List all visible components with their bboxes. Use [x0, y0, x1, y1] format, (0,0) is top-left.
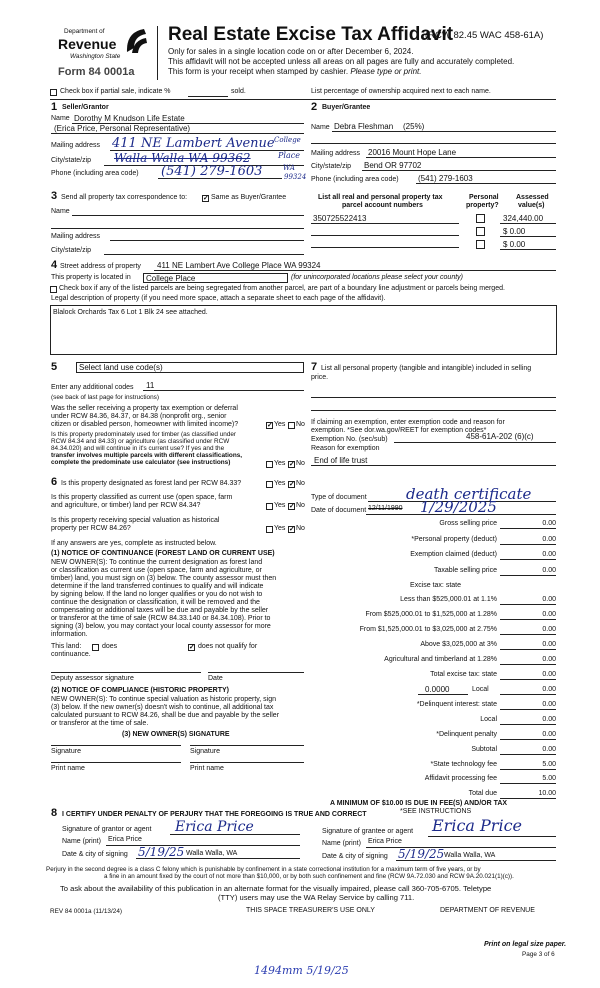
grantor-sig-label: Signature of grantor or agent — [62, 826, 152, 833]
grantor-date[interactable]: 5/19/25 — [138, 845, 185, 859]
field-line — [311, 397, 556, 398]
q1-line3: citizen or disabled person, homeowner with limited income)? — [51, 421, 239, 428]
seller-zip-note: 99324 — [284, 173, 307, 181]
tax-row-value[interactable]: 0.00 — [542, 701, 556, 708]
field-line — [500, 236, 556, 237]
field-line — [136, 858, 300, 859]
q2-line3: 84.34.020) and will continue in it's current use? If yes and the — [51, 445, 225, 452]
exemption-reason[interactable]: End of life trust — [314, 456, 368, 465]
header-sub2: This affidavit will not be accepted unless all areas on all pages are fully and accurately completed. — [168, 57, 515, 66]
dept-line1: Department of — [64, 28, 105, 35]
parcel-number[interactable]: 350725522413 — [313, 214, 367, 223]
sec3-heading: Send all property tax correspondence to: — [61, 194, 188, 201]
field-line — [428, 836, 556, 837]
tax-row-label: From $525,000.01 to $1,525,000 at 1.28% — [365, 611, 497, 618]
does-not-qualify-checkbox[interactable]: ✓ — [189, 644, 195, 651]
tax-row-label: Less than $525,000.01 at 1.1% — [400, 596, 497, 603]
legal-description: Blalock Orchards Tax 6 Lot 1 Blk 24 see attached. — [53, 309, 208, 316]
this-land-label: This land: — [51, 643, 82, 650]
minimum-due: A MINIMUM OF $10.00 IS DUE IN FEE(S) AND/OR TAX — [330, 800, 508, 807]
doc-date-typed: 12/11/1990 — [368, 505, 403, 512]
historic-yes-checkbox[interactable] — [266, 526, 273, 533]
exemption-instr-2: exemption. *See dor.wa.gov/REET for exemption codes* — [311, 427, 487, 434]
field-line — [394, 442, 556, 443]
buyer-phone[interactable]: (541) 279-1603 — [418, 174, 473, 183]
dept-footer: DEPARTMENT OF REVENUE — [440, 907, 535, 914]
print-name-label: Print name — [190, 765, 224, 772]
dor-logo-icon — [124, 26, 148, 54]
field-line — [500, 724, 556, 725]
property-street[interactable]: 411 NE Lambert Ave College Place WA 99324 — [157, 261, 321, 270]
field-line — [158, 178, 282, 179]
yes-label: Yes — [274, 460, 286, 467]
tax-row-value[interactable]: 10.00 — [538, 790, 556, 797]
sec3-name-label: Name — [51, 208, 70, 215]
field-line — [366, 514, 556, 515]
buyer-city-label: City/state/zip — [311, 163, 352, 170]
buyer-name[interactable]: Debra Fleshman — [334, 122, 394, 131]
yes-label: Yes — [274, 421, 286, 428]
notice1-line: or transferor at the time of sale (RCW 84.33.140 or 84.34.108). Prior to — [51, 615, 271, 622]
q2-line2: RCW 84.34 and 84.33) or agriculture (as classified under RCW — [51, 438, 230, 445]
sec3-city-label: City/state/zip — [51, 247, 92, 254]
sec3-mail-label: Mailing address — [51, 233, 101, 240]
doc-date[interactable]: 1/29/2025 — [420, 498, 497, 516]
field-line — [500, 798, 556, 799]
tax-row-label: Agricultural and timberland at 1.28% — [384, 656, 497, 663]
tax-row-label: *State technology fee — [430, 761, 497, 768]
buyer-mail[interactable]: 20016 Mount Hope Lane — [368, 148, 457, 157]
seller-mail[interactable]: 411 NE Lambert Avenue — [112, 136, 275, 151]
field-line — [500, 754, 556, 755]
sec6-q3-line1: Is this property receiving special valuation as historical — [51, 517, 220, 524]
field-line — [311, 143, 556, 144]
tax-row-value[interactable]: 0.00 — [542, 626, 556, 633]
assessed-col-header: Assessed — [516, 194, 549, 201]
field-line — [366, 157, 556, 158]
personal-col-header: Personal — [469, 194, 499, 201]
reason-label: Reason for exemption — [311, 445, 380, 452]
q1-yes-checkbox[interactable]: ✓ — [267, 422, 273, 429]
doc-type-label: Type of document — [311, 494, 367, 501]
field-line — [104, 254, 304, 255]
notice1-line: timber) land, you must sign on (3) below. The county assessor must then — [51, 575, 277, 582]
notice2-line: (3) below. If the new owner(s) doesn't wish to continue, all additional tax — [51, 704, 274, 711]
section-8-number: 8 — [51, 807, 58, 819]
grantee-date-label: Date & city of signing — [322, 853, 388, 860]
see-instructions: *SEE INSTRUCTIONS — [400, 808, 472, 815]
dept-line2: Revenue — [58, 36, 117, 52]
tax-row-value[interactable]: 0.00 — [542, 536, 556, 543]
assessed-value-1[interactable]: 324,440.00 — [503, 214, 544, 223]
does-qualify-checkbox[interactable] — [92, 644, 99, 651]
grantee-name-print[interactable]: Erica Price — [368, 838, 402, 845]
location-select[interactable] — [143, 273, 288, 283]
notice1-line: continue the designation or classification, it will be removed and the — [51, 599, 260, 606]
q2-line5: complete the predominate use calculator (see instructions) — [51, 459, 231, 466]
field-line — [416, 183, 556, 184]
exemption-no-label: Exemption No. (sec/sub) — [311, 436, 388, 443]
does-label: does — [102, 643, 118, 650]
q2-line1: Is this property predominately used for timber (as classified under — [51, 431, 237, 438]
field-line — [311, 223, 459, 224]
personal-checkbox-3[interactable] — [476, 240, 485, 249]
field-line — [418, 694, 468, 695]
form-number: Form 84 0001a — [58, 66, 135, 78]
tax-row-label: Local — [480, 716, 497, 723]
tax-row-label: Affidavit processing fee — [424, 775, 497, 782]
field-line — [72, 215, 304, 216]
print-name-label: Print name — [51, 765, 85, 772]
tax-row-value[interactable]: 0.00 — [542, 746, 556, 753]
field-line — [311, 235, 459, 236]
seller-mail-label: Mailing address — [51, 142, 101, 149]
sec6-q3-line2: property per RCW 84.26? — [51, 525, 131, 532]
tax-row-value[interactable]: 0.00 — [542, 567, 556, 574]
tax-row-label: Taxable selling price — [433, 567, 497, 574]
land-use-select-label: Select land use code(s) — [79, 363, 163, 372]
notice1-line: by signing below. If the land no longer qualifies or you do not wish to — [51, 591, 263, 598]
field-line — [51, 672, 201, 673]
section-5-number: 5 — [51, 361, 58, 373]
notice2-heading: (2) NOTICE OF COMPLIANCE (HISTORIC PROPERTY) — [51, 687, 229, 694]
notice1-line: NEW OWNER(S): To continue the current designation as forest land — [51, 559, 263, 566]
field-line — [51, 133, 304, 134]
personal-prop-label: List all personal property (tangible and intangible) included in selling — [321, 365, 532, 372]
tax-row-value[interactable]: 0.00 — [542, 520, 556, 527]
deputy-date-label: Date — [208, 675, 223, 682]
grantee-city[interactable]: Walla Walla, WA — [444, 852, 496, 859]
partial-sale-checkbox[interactable] — [50, 89, 57, 96]
handwritten-note: 1494mm 5/19/25 — [254, 964, 349, 977]
yes-label: Yes — [274, 525, 286, 532]
section-4-number: 4 — [51, 259, 58, 271]
field-line — [500, 769, 556, 770]
certify-statement: I CERTIFY UNDER PENALTY OF PERJURY THAT THE FOREGOING IS TRUE AND CORRECT — [62, 811, 367, 818]
section-1-number: 1 — [51, 101, 58, 113]
tax-row-value[interactable]: 0.00 — [542, 551, 556, 558]
located-label: This property is located in — [51, 274, 131, 281]
tax-row-label: Total excise tax: state — [430, 671, 497, 678]
doc-date-label: Date of document — [311, 507, 367, 514]
field-line — [170, 834, 300, 835]
field-line — [500, 249, 556, 250]
form-rcw: (RCW 82.45 WAC 458-61A) — [425, 30, 544, 41]
field-line — [190, 762, 304, 763]
field-line — [500, 709, 556, 710]
tax-row-label: Excise tax: state — [410, 582, 461, 589]
tax-row-value[interactable]: 0.00 — [542, 731, 556, 738]
alt-format-1: To ask about the availability of this publication in an alternate format for the visually impaired, please call 360-705-6705. Teletype — [60, 884, 492, 893]
grantee-signature[interactable]: Erica Price — [432, 816, 522, 835]
field-line — [500, 604, 556, 605]
tax-row-label: Total due — [468, 790, 497, 797]
notice1-line: compensating or additional taxes will be due and payable by the seller — [51, 607, 269, 614]
buyer-name-label: Name — [311, 124, 330, 131]
dept-line3: Washington State — [70, 53, 121, 60]
seller-city[interactable]: Walla Walla WA 99362 — [114, 151, 251, 165]
parcel-col-header: List all real and personal property tax — [318, 194, 443, 201]
location-value: College Place — [146, 274, 196, 283]
sec6-q1: Is this property designated as forest land per RCW 84.33? — [61, 480, 242, 487]
header-sub3: This form is your receipt when stamped by cashier. Please type or print. — [168, 67, 422, 76]
field-line — [311, 465, 556, 466]
tax-row-label: Local — [472, 686, 489, 693]
header-divider — [157, 26, 158, 80]
field-line — [362, 170, 556, 171]
field-line — [311, 247, 459, 248]
assessed-col-header-2: value(s) — [518, 202, 545, 209]
segregation-label: Check box if any of the listed parcels are being segregated from another parcel, are part of a boundary line adjustment or parcels being merged. — [59, 285, 505, 292]
segregation-checkbox[interactable] — [50, 286, 57, 293]
continuance-label: continuance. — [51, 651, 91, 658]
form-title: Real Estate Excise Tax Affidavit — [168, 24, 454, 45]
header-sub1: Only for sales in a single location code on or after December 6, 2024. — [168, 47, 414, 56]
field-line — [51, 745, 181, 746]
section-3-number: 3 — [51, 190, 58, 202]
grantor-name-print[interactable]: Erica Price — [108, 836, 142, 843]
tax-row-value[interactable]: 0.00 — [542, 716, 556, 723]
tax-row-value[interactable]: 0.00 — [542, 671, 556, 678]
field-line — [500, 649, 556, 650]
buyer-mail-label: Mailing address — [311, 150, 361, 157]
legal-paper-note: Print on legal size paper. — [484, 941, 567, 948]
field-line — [110, 240, 304, 241]
tax-row-value[interactable]: 0.00 — [542, 656, 556, 663]
field-line — [106, 845, 300, 846]
q2-line4: transfer involves multiple parcels with different classifications, — [51, 452, 243, 459]
current-use-no-checkbox[interactable]: ✓ — [289, 503, 295, 510]
perjury-notice-2: a fine in an amount fixed by the court of not more than $10,000, or by both such confinement and fine (RCW 9A.72.030 and RCW 9A.20.021(1)(c)). — [104, 873, 514, 880]
perjury-notice-1: Perjury in the second degree is a class C felony which is punishable by confinement in a state correctional institution for a maximum term of five years, or by — [46, 866, 481, 873]
yes-label: Yes — [274, 502, 286, 509]
field-line — [208, 672, 304, 673]
tax-row-label: From $1,525,000.01 to $3,025,000 at 2.75% — [359, 626, 497, 633]
notice1-heading: (1) NOTICE OF CONTINUANCE (FOREST LAND OR CURRENT USE) — [51, 550, 275, 557]
no-label: No — [296, 502, 305, 509]
divider — [50, 99, 556, 100]
notice1-line: determine if the land transferred continues to qualify and will indicate — [51, 583, 264, 590]
field-line — [143, 390, 304, 391]
same-as-buyer-label: Same as Buyer/Grantee — [211, 194, 287, 201]
grantee-name-label: Name (print) — [322, 840, 361, 847]
field-line — [396, 860, 556, 861]
notice2-line: calculated pursuant to RCW 84.26, shall be due and payable by the seller — [51, 712, 280, 719]
buyer-heading: Buyer/Grantee — [322, 104, 371, 111]
rev-number: REV 84 0001a (11/13/24) — [50, 908, 123, 915]
section-7-number: 7 — [311, 361, 318, 373]
add-codes-value[interactable]: 11 — [146, 381, 155, 390]
tax-row-label: Subtotal — [471, 746, 497, 753]
tax-row-value[interactable]: 0.00 — [542, 596, 556, 603]
partial-pct-line[interactable] — [188, 96, 228, 97]
tax-row-label: *Personal property (deduct) — [411, 536, 497, 543]
grantee-sig-label: Signature of grantee or agent — [322, 828, 414, 835]
seller-phone[interactable]: (541) 279-1603 — [161, 164, 263, 179]
grantor-city[interactable]: Walla Walla, WA — [186, 850, 238, 857]
grantor-signature[interactable]: Erica Price — [175, 819, 254, 835]
field-line — [500, 544, 556, 545]
buyer-phone-label: Phone (including area code) — [311, 176, 399, 183]
list-pct-label: List percentage of ownership acquired next to each name. — [311, 88, 491, 95]
located-hint: (for unincorporated locations please select your county) — [291, 274, 463, 281]
field-line — [51, 228, 304, 229]
treasurer-use: THIS SPACE TREASURER'S USE ONLY — [246, 907, 375, 914]
q1-line2: under RCW 84.36, 84.37, or 84.38 (nonprofit org., senior — [51, 413, 227, 420]
seller-heading: Seller/Grantor — [62, 104, 109, 111]
grantor-name-label: Name (print) — [62, 838, 101, 845]
tax-row-label: Gross selling price — [439, 520, 497, 527]
tax-row-value[interactable]: 5.00 — [542, 775, 556, 782]
sec6-q2-line2: and agriculture, or timber) land per RCW 84.34? — [51, 502, 201, 509]
personal-prop-label-2: price. — [311, 374, 329, 381]
signature-label: Signature — [190, 748, 220, 755]
field-line — [311, 410, 556, 411]
seller-city-note: Place — [278, 151, 300, 160]
field-line — [154, 270, 556, 271]
land-use-select[interactable] — [76, 362, 304, 373]
seller-name-label: Name — [51, 115, 70, 122]
field-line — [500, 575, 556, 576]
add-codes-label: Enter any additional codes — [51, 384, 134, 391]
see-back-label: (see back of last page for instructions) — [51, 394, 159, 401]
seller-city-note2: WA — [283, 164, 295, 172]
page-number: Page 3 of 6 — [522, 951, 555, 958]
field-line — [500, 694, 556, 695]
tax-row-value[interactable]: 0.00 — [542, 641, 556, 648]
section-6-number: 6 — [51, 476, 58, 488]
tax-row-label: *Delinquent penalty — [436, 731, 497, 738]
field-line — [500, 528, 556, 529]
field-line — [332, 131, 556, 132]
yes-label: Yes — [274, 480, 286, 487]
buyer-pct[interactable]: (25%) — [403, 122, 425, 131]
no-label: No — [296, 525, 305, 532]
field-line — [500, 223, 556, 224]
parcel-col-header-2: parcel account numbers — [342, 202, 423, 209]
personal-checkbox-2[interactable] — [476, 227, 485, 236]
tax-row-value[interactable]: 0.00 — [542, 686, 556, 693]
personal-col-header-2: property? — [466, 202, 499, 209]
historic-no-checkbox[interactable]: ✓ — [289, 526, 295, 533]
field-line — [500, 559, 556, 560]
q2-no-checkbox[interactable]: ✓ — [289, 461, 295, 468]
notice2-line: or transferor at the time of sale. — [51, 720, 149, 727]
forest-no-checkbox[interactable]: ✓ — [289, 481, 295, 488]
field-line — [51, 762, 181, 763]
notice2-line: NEW OWNER(S): To continue special valuation as historic property, sign — [51, 696, 276, 703]
notice1-line: signing (3) below, you may contact your local county assessor for more — [51, 623, 271, 630]
same-as-buyer-checkbox[interactable]: ✓ — [203, 195, 209, 202]
tax-row-value[interactable]: 0.00 — [542, 611, 556, 618]
field-line — [366, 847, 556, 848]
no-label: No — [296, 480, 305, 487]
field-line — [500, 739, 556, 740]
legal-desc-label: Legal description of property (if you need more space, attach a separate sheet to each page of the affidavit). — [51, 295, 386, 302]
personal-checkbox-1[interactable] — [476, 214, 485, 223]
q1-line1: Was the seller receiving a property tax exemption or deferral — [51, 405, 238, 412]
field-line — [500, 634, 556, 635]
legal-description-box[interactable] — [50, 305, 557, 355]
alt-format-2: (TTY) users may use the WA Relay Service by calling 711. — [218, 893, 415, 902]
assessed-value-2[interactable]: $ 0.00 — [503, 227, 526, 236]
tax-row-label: *Delinquent interest: state — [416, 701, 497, 708]
forest-yes-checkbox[interactable] — [266, 481, 273, 488]
current-use-yes-checkbox[interactable] — [266, 503, 273, 510]
if-any-yes: If any answers are yes, complete as instructed below. — [51, 540, 217, 547]
notice3-heading: (3) NEW OWNER(S) SIGNATURE — [122, 731, 230, 738]
buyer-city[interactable]: Bend OR 97702 — [364, 161, 422, 170]
exemption-no[interactable]: 458-61A-202 (6)(c) — [466, 432, 534, 441]
seller-city-label: City/state/zip — [51, 157, 92, 164]
seller-name-2[interactable]: (Erica Price, Personal Representative) — [54, 124, 191, 133]
field-line — [500, 783, 556, 784]
partial-sale-label: Check box if partial sale, indicate % — [60, 88, 171, 95]
no-label: No — [296, 460, 305, 467]
field-line — [500, 664, 556, 665]
tax-row-value[interactable]: 5.00 — [542, 761, 556, 768]
seller-name[interactable]: Dorothy M Knudson Life Estate — [74, 114, 185, 123]
notice1-line: or classification as current use (open space, farm and agriculture, or — [51, 567, 262, 574]
grantor-date-label: Date & city of signing — [62, 851, 128, 858]
partial-sold-label: sold. — [231, 88, 246, 95]
notice1-line: information. — [51, 631, 88, 638]
field-line — [190, 745, 304, 746]
assessed-value-3[interactable]: $ 0.00 — [503, 240, 526, 249]
field-line — [500, 619, 556, 620]
tax-row-label: Above $3,025,000 at 3% — [420, 641, 497, 648]
tax-row-label: Exemption claimed (deduct) — [410, 551, 497, 558]
street-label: Street address of property — [60, 263, 141, 270]
does-not-label: does not qualify for — [198, 643, 258, 650]
grantee-date[interactable]: 5/19/25 — [398, 847, 445, 861]
section-2-number: 2 — [311, 101, 318, 113]
seller-phone-label: Phone (including area code) — [51, 170, 139, 177]
q1-no-checkbox[interactable] — [288, 422, 295, 429]
signature-label: Signature — [51, 748, 81, 755]
seller-mail-note: College — [274, 136, 301, 144]
field-line — [500, 679, 556, 680]
local-rate[interactable]: 0.0000 — [425, 685, 450, 694]
sec6-q2-line1: Is this property classified as current use (open space, farm — [51, 494, 233, 501]
deputy-sig-label: Deputy assessor signature — [51, 675, 134, 682]
doc-type[interactable]: death certificate — [406, 485, 532, 503]
exemption-instr-1: If claiming an exemption, enter exemption code and reason for — [311, 419, 505, 426]
q2-yes-checkbox[interactable] — [266, 461, 273, 468]
no-label: No — [296, 421, 305, 428]
